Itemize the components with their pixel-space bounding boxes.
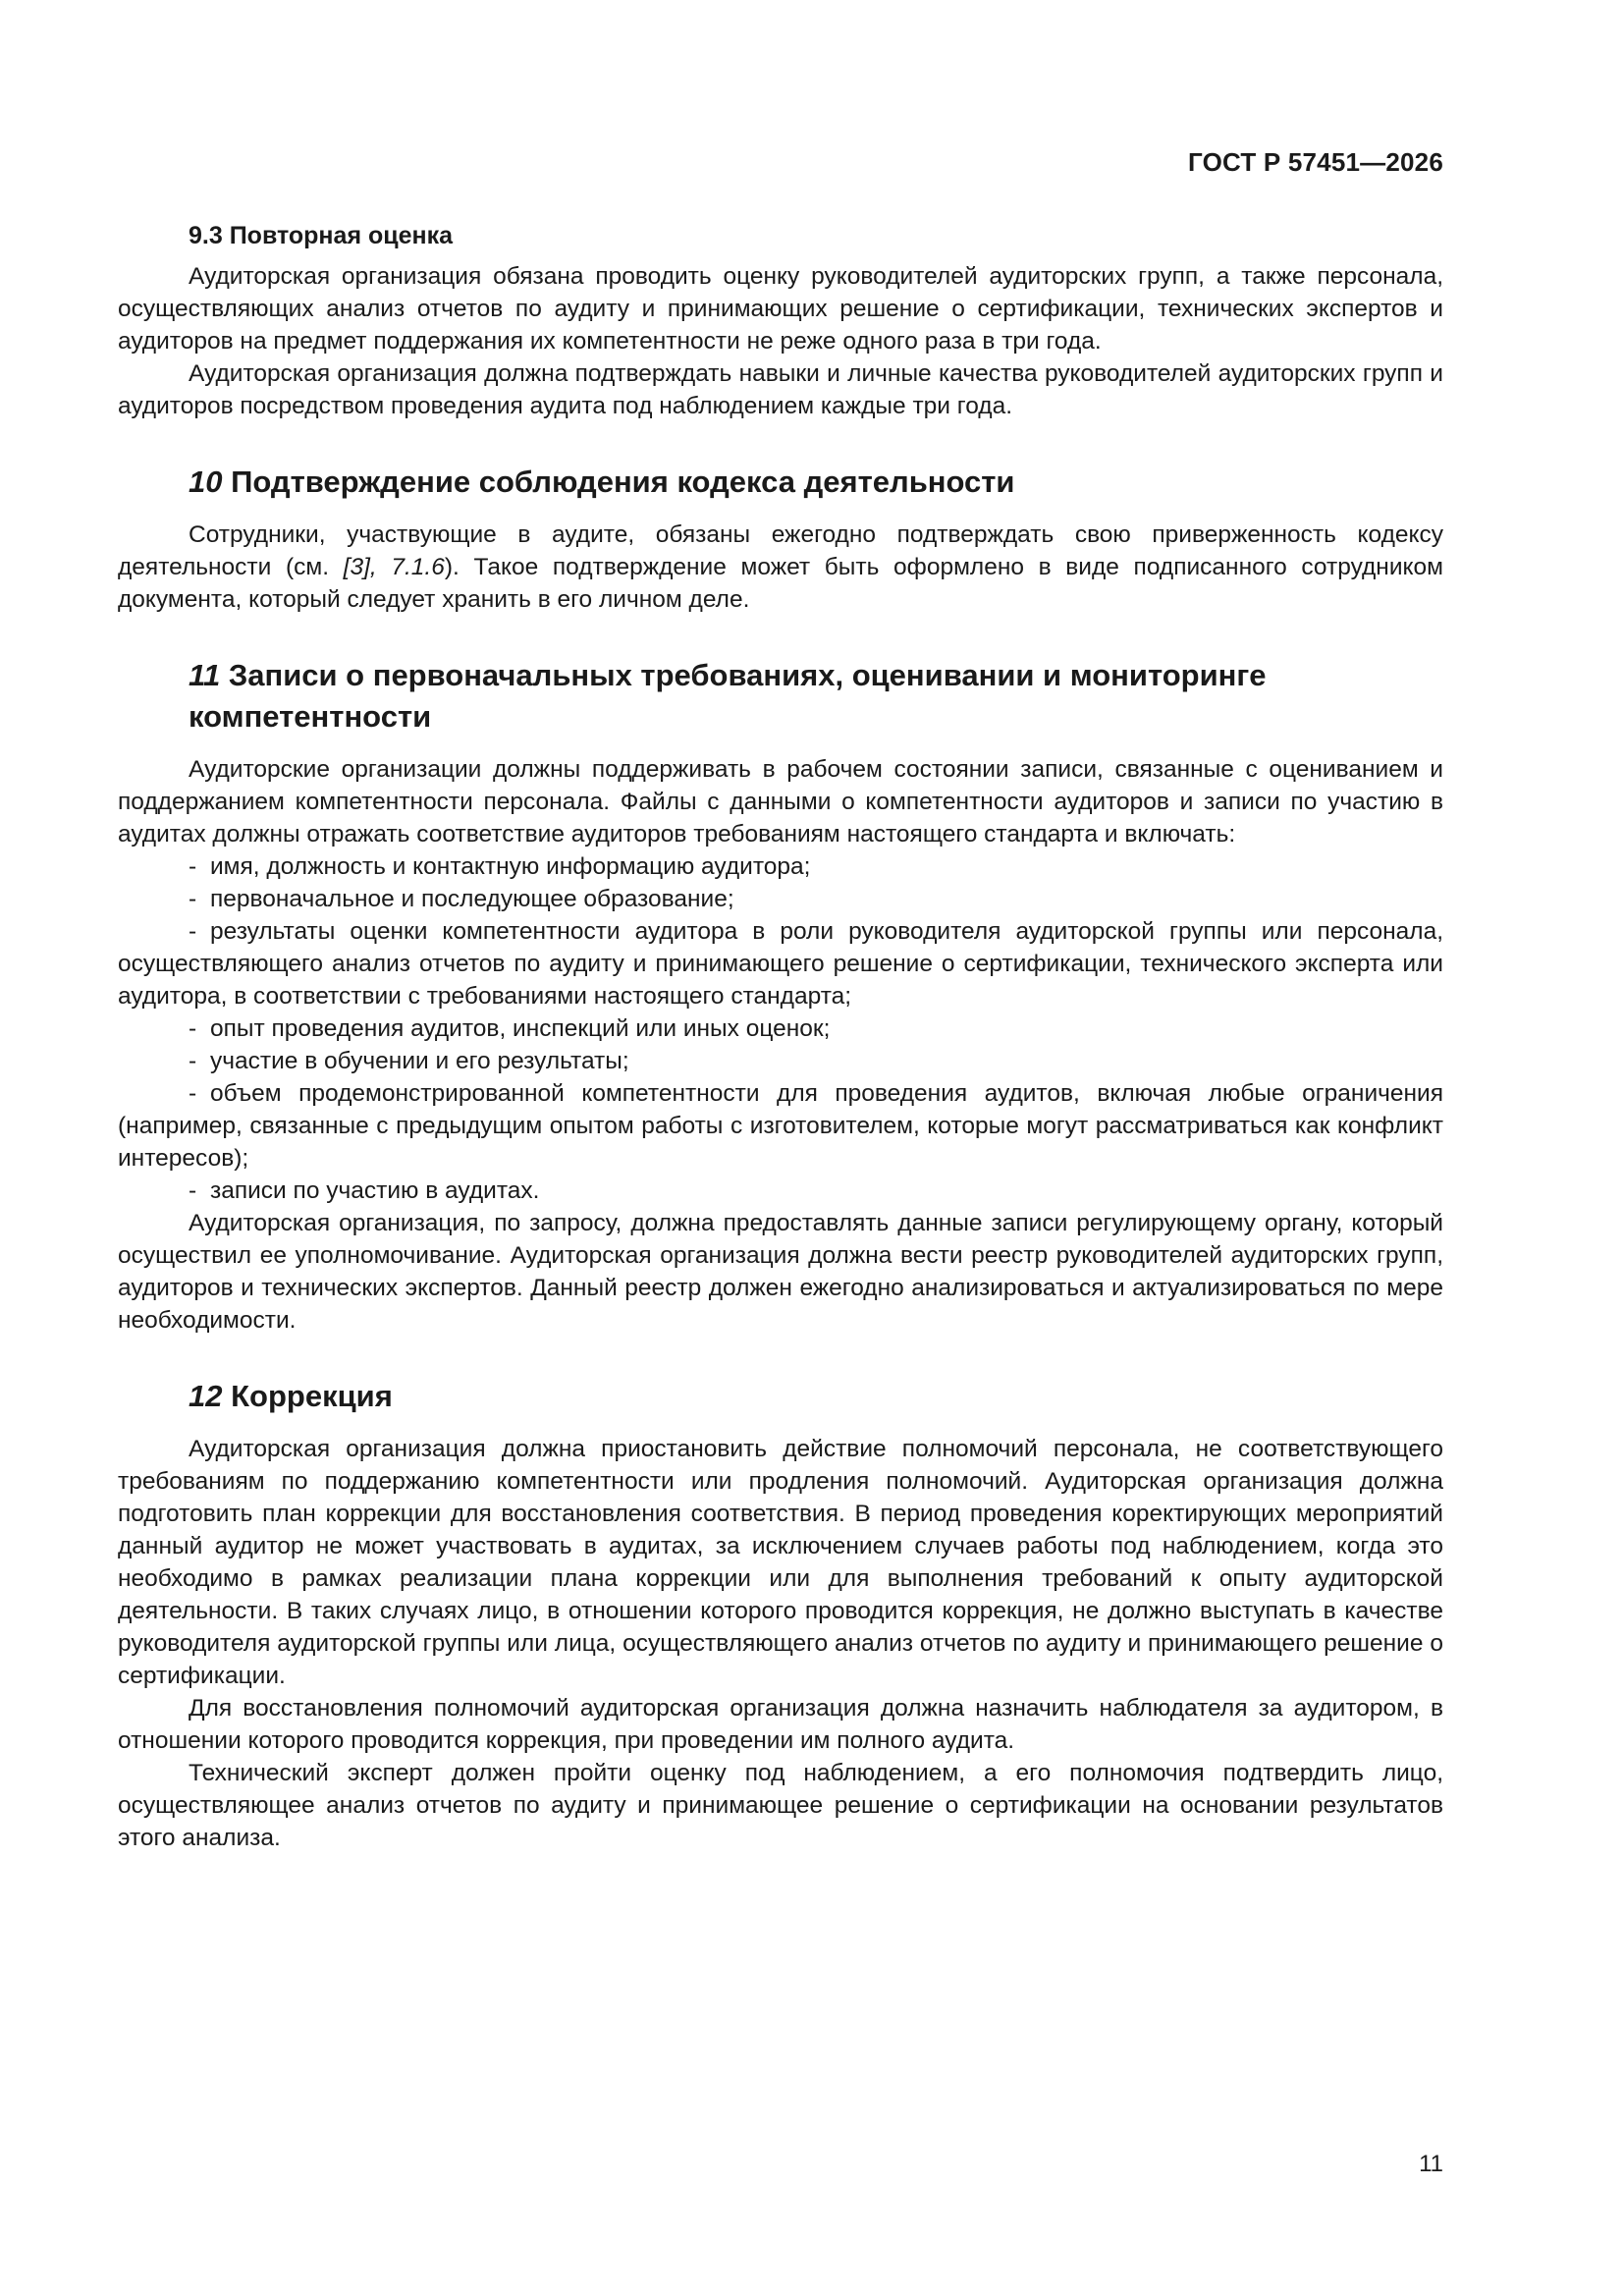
reference: [3], 7.1.6 — [343, 554, 445, 580]
paragraph: Аудиторские организации должны поддерживать в рабочем состоянии записи, связанные с оцениванием и поддержанием компетентности персонала. Файлы с данными о компетентности аудиторов и записи по участию в аудитах должны отражать соответствие аудиторов требованиям настоящего стандарта и включать: — [118, 756, 1443, 847]
page-content — [118, 220, 1443, 1854]
list-item: - результаты оценки компетентности аудитора в роли руководителя аудиторской группы или персонала, осуществляющего анализ отчетов по аудиту и принимающего решение о сертификации, технического эксперта или аудитора, в соответствии с требованиями настоящего стандарта; — [118, 918, 1443, 1010]
section-title: Коррекция — [231, 1379, 393, 1413]
section-number: 11 — [189, 658, 221, 692]
list-item: - опыт проведения аудитов, инспекций или иных оценок; — [189, 1015, 831, 1042]
list-item: - имя, должность и контактную информацию аудитора; — [189, 853, 811, 880]
records-list — [118, 850, 1443, 1207]
paragraph: Аудиторская организация, по запросу, должна предоставлять данные записи регулирующему органу, который осуществил ее уполномочивание. Аудиторская организация должна вести реестр руководителей аудиторских групп, аудиторов и технических экспертов. Данный реестр должен ежегодно анализироваться и актуализироваться по мере необходимости. — [118, 1210, 1443, 1334]
list-item: - записи по участию в аудитах. — [189, 1177, 540, 1204]
page-number: 11 — [1419, 2151, 1443, 2177]
paragraph: Аудиторская организация должна подтверждать навыки и личные качества руководителей аудиторских групп и аудиторов посредством проведения аудита под наблюдением каждые три года. — [118, 360, 1443, 419]
section-number: 12 — [189, 1379, 223, 1413]
subsection-9-3-title: 9.3 Повторная оценка — [189, 222, 454, 249]
section-number: 10 — [189, 465, 223, 499]
paragraph: Для восстановления полномочий аудиторская организация должна назначить наблюдателя за аудитором, в отношении которого проводится коррекция, при проведении им полного аудита. — [118, 1695, 1443, 1754]
section-11-heading — [118, 655, 1443, 738]
section-12-heading — [118, 1376, 1443, 1417]
section-10-heading — [118, 462, 1443, 503]
list-item: - первоначальное и последующее образование; — [189, 886, 734, 912]
paragraph — [118, 519, 1443, 616]
section-title: Записи о первоначальных требованиях, оценивании и мониторинге компетентности — [189, 658, 1267, 734]
list-item: - участие в обучении и его результаты; — [189, 1048, 629, 1074]
section-title: Подтверждение соблюдения кодекса деятельности — [231, 465, 1015, 499]
paragraph: Аудиторская организация обязана проводить оценку руководителей аудиторских групп, а также персонала, осуществляющих анализ отчетов по аудиту и принимающих решение о сертификации, технических экспертов и аудиторов на предмет поддержания их компетентности не реже одного раза в три года. — [118, 263, 1443, 355]
text: Сотрудники, участвующие в аудите, обязаны ежегодно подтверждать свою приверженность кодексу деятельности (см. — [118, 521, 1443, 580]
list-item: - объем продемонстрированной компетентности для проведения аудитов, включая любые ограничения (например, связанные с предыдущим опытом работы с изготовителем, которые могут рассматриваться как конфликт интересов); — [118, 1080, 1443, 1172]
paragraph: Технический эксперт должен пройти оценку под наблюдением, а его полномочия подтвердить лицо, осуществляющее анализ отчетов по аудиту и принимающее решение о сертификации на основании результатов этого анализа. — [118, 1760, 1443, 1851]
paragraph: Аудиторская организация должна приостановить действие полномочий персонала, не соответствующего требованиям по поддержанию компетентности или продления полномочий. Аудиторская организация должна подготовить план коррекции для восстановления соответствия. В период проведения коректирующих мероприятий данный аудитор не может участвовать в аудитах, за исключением случаев работы под наблюдением, когда это необходимо в рамках реализации плана коррекции или для выполнения требований к опыту аудиторской деятельности. В таких случаях лицо, в отношении которого проводится коррекция, не должно выступать в качестве руководителя аудиторской группы или лица, осуществляющего анализ отчетов по аудиту и принимающего решение о сертификации. — [118, 1436, 1443, 1689]
text: ). Такое подтверждение может быть оформлено в виде подписанного сотрудником документа, который следует хранить в его личном деле. — [118, 554, 1443, 613]
document-id: ГОСТ Р 57451—2026 — [1188, 147, 1443, 177]
